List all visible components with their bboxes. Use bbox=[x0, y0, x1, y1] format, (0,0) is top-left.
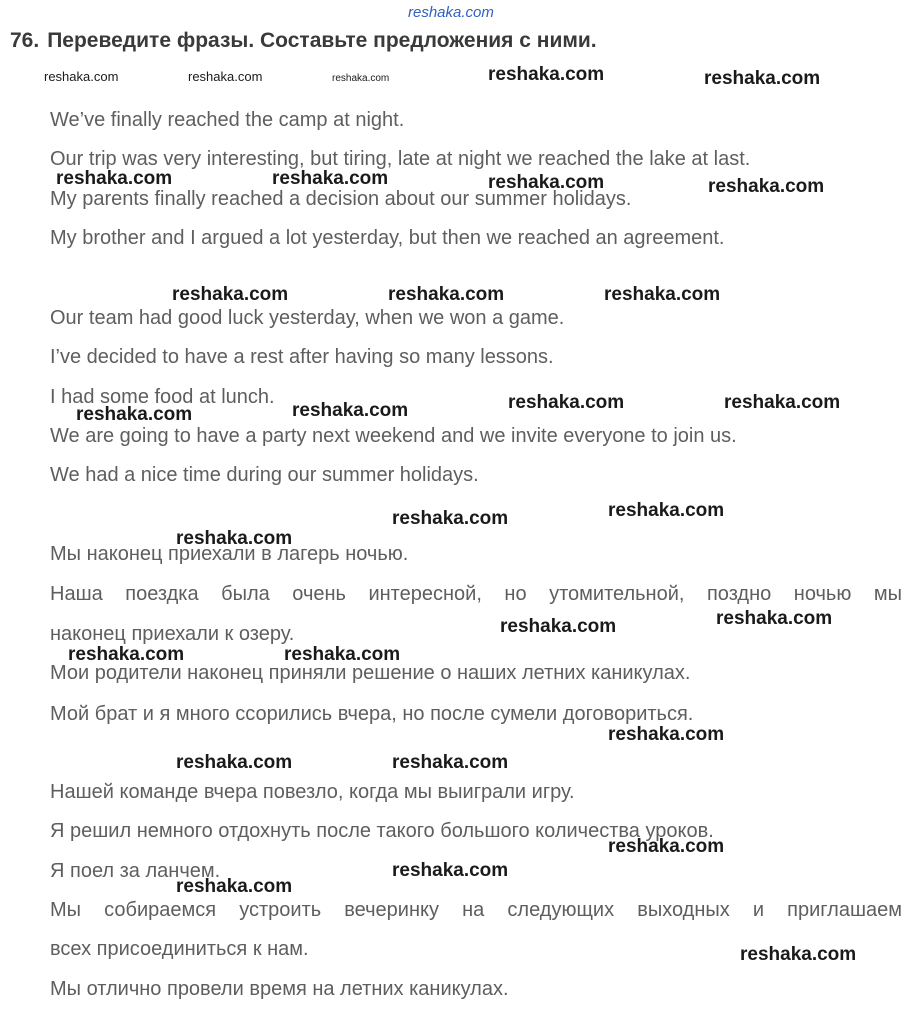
russian-sentence: Нашей команде вчера повезло, когда мы выиграли игру. bbox=[50, 781, 575, 803]
english-sentence: I had some food at lunch. bbox=[50, 386, 275, 408]
watermark: reshaka.com bbox=[704, 68, 821, 89]
watermark: reshaka.com bbox=[172, 284, 289, 305]
english-sentence: My brother and I argued a lot yesterday, but then we reached an agreement. bbox=[50, 227, 725, 249]
watermark: reshaka.com bbox=[488, 64, 605, 85]
watermark: reshaka.com bbox=[176, 528, 293, 549]
watermark: reshaka.com bbox=[392, 860, 509, 881]
english-sentence: Our team had good luck yesterday, when we won a game. bbox=[50, 307, 565, 329]
english-sentence: We had a nice time during our summer holidays. bbox=[50, 464, 479, 486]
russian-sentence: Я решил немного отдохнуть после такого большого количества уроков. bbox=[50, 820, 714, 842]
watermark: reshaka.com bbox=[716, 608, 833, 629]
watermark: reshaka.com bbox=[608, 500, 725, 521]
english-sentence: My parents finally reached a decision about our summer holidays. bbox=[50, 188, 632, 210]
english-sentence: I’ve decided to have a rest after having so many lessons. bbox=[50, 346, 554, 368]
watermark: reshaka.com bbox=[708, 176, 825, 197]
english-sentence: Our trip was very interesting, but tiring, late at night we reached the lake at last. bbox=[50, 148, 751, 170]
russian-sentence: Мы наконец приехали в лагерь ночью. bbox=[50, 543, 409, 565]
watermark: reshaka.com bbox=[76, 404, 193, 425]
watermark: reshaka.com bbox=[176, 752, 293, 773]
watermark: reshaka.com bbox=[608, 724, 725, 745]
watermark: reshaka.com bbox=[604, 284, 721, 305]
russian-sentence: Мой брат и я много ссорились вчера, но после сумели договориться. bbox=[50, 703, 694, 725]
watermark: reshaka.com bbox=[176, 876, 293, 897]
exercise-heading bbox=[10, 29, 597, 53]
russian-sentence: наконец приехали к озеру. bbox=[50, 623, 295, 645]
russian-sentence: Наша поездка была очень интересной, но утомительной, поздно ночью мы bbox=[50, 583, 902, 605]
watermark: reshaka.com bbox=[508, 392, 625, 413]
watermark: reshaka.com bbox=[68, 644, 185, 665]
watermark: reshaka.com bbox=[44, 69, 119, 84]
watermark: reshaka.com bbox=[608, 836, 725, 857]
watermark: reshaka.com bbox=[56, 168, 173, 189]
watermark: reshaka.com bbox=[284, 644, 401, 665]
watermark: reshaka.com bbox=[392, 752, 509, 773]
watermark: reshaka.com bbox=[188, 69, 263, 84]
russian-sentence: Я поел за ланчем. bbox=[50, 860, 221, 882]
russian-sentence: Мы отлично провели время на летних каникулах. bbox=[50, 978, 509, 1000]
watermark: reshaka.com bbox=[388, 284, 505, 305]
russian-sentence: всех присоединиться к нам. bbox=[50, 938, 309, 960]
watermark: reshaka.com bbox=[272, 168, 389, 189]
watermark: reshaka.com bbox=[500, 616, 617, 637]
english-sentence: We are going to have a party next weekend and we invite everyone to join us. bbox=[50, 425, 737, 447]
watermark: reshaka.com bbox=[392, 508, 509, 529]
watermark: reshaka.com bbox=[724, 392, 841, 413]
watermark: reshaka.com bbox=[332, 73, 390, 84]
watermark: reshaka.com bbox=[740, 944, 857, 965]
exercise-number: 76. bbox=[10, 29, 40, 52]
english-sentence: We’ve finally reached the camp at night. bbox=[50, 109, 405, 131]
header-watermark-link[interactable]: reshaka.com bbox=[408, 4, 494, 21]
watermark: reshaka.com bbox=[292, 400, 409, 421]
exercise-instruction: Переведите фразы. Составьте предложения с ними. bbox=[47, 29, 597, 52]
russian-sentence: Мои родители наконец приняли решение о наших летних каникулах. bbox=[50, 662, 691, 684]
watermark: reshaka.com bbox=[488, 172, 605, 193]
russian-sentence: Мы собираемся устроить вечеринку на следующих выходных и приглашаем bbox=[50, 899, 902, 921]
